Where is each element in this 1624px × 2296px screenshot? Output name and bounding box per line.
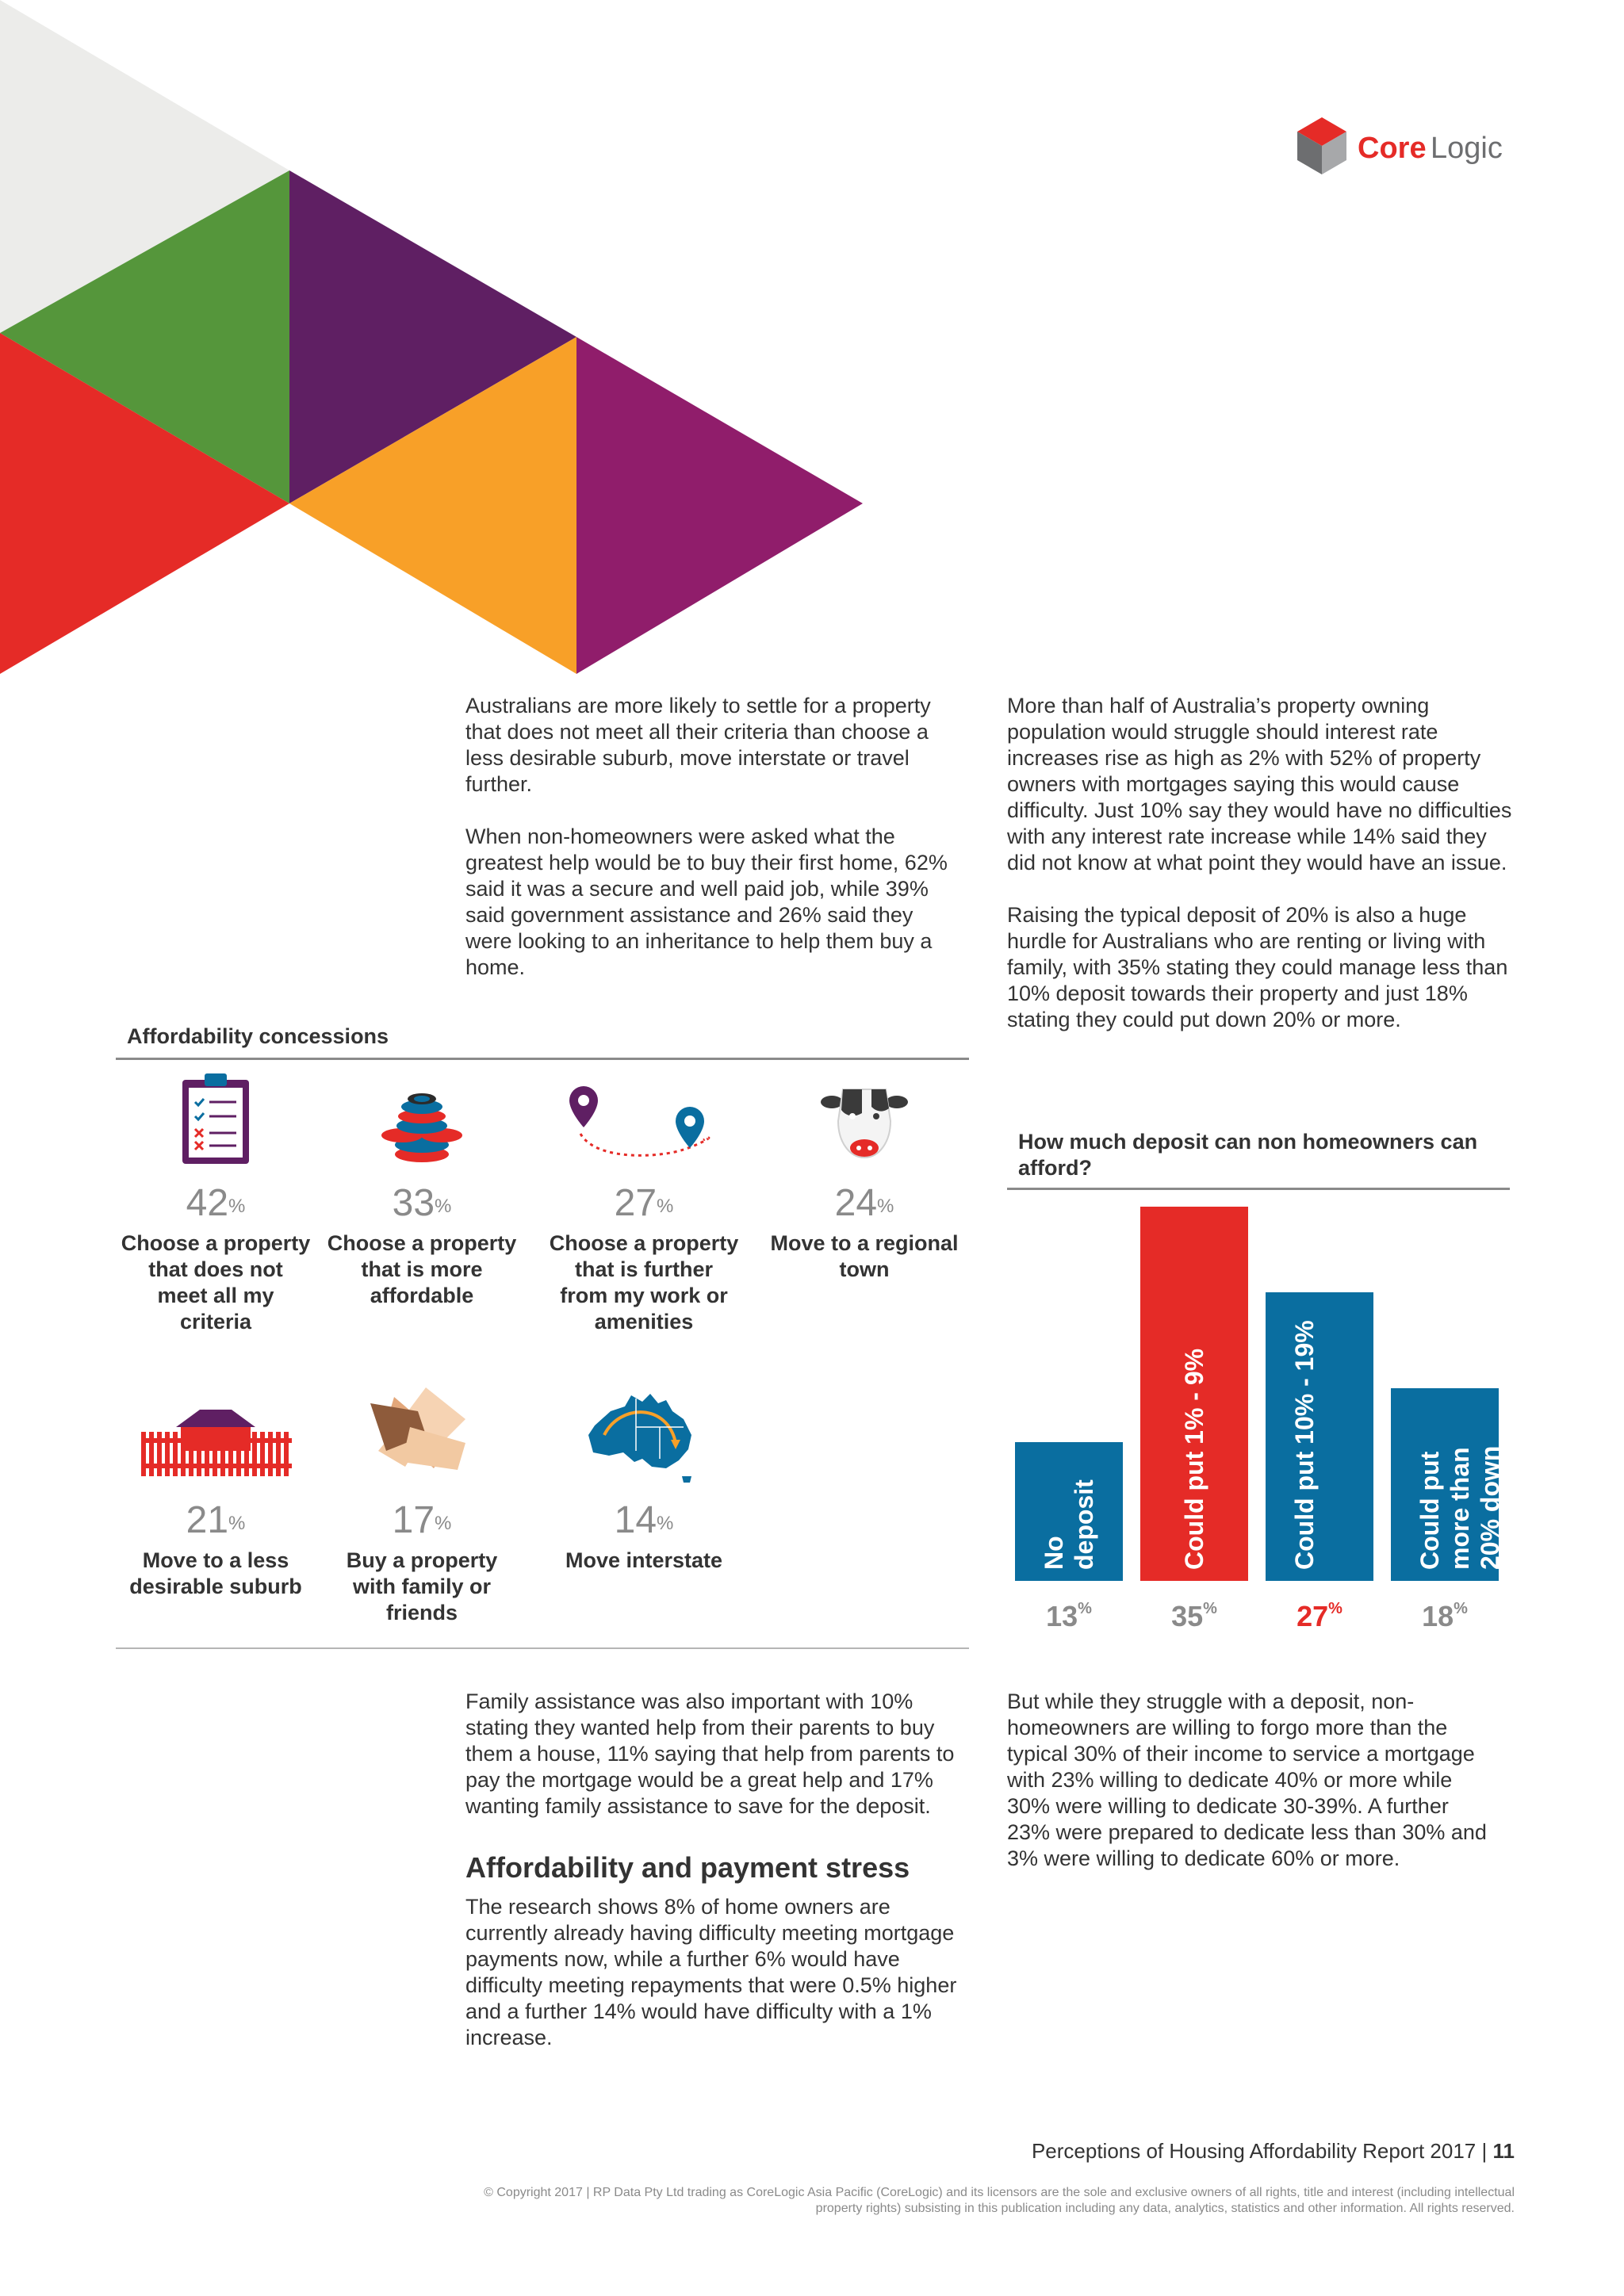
intro-text — [465, 693, 957, 981]
concessions-title: Affordability concessions — [127, 1024, 389, 1048]
concession-label: Choose a property that is further from my work or amenities — [549, 1231, 739, 1334]
concession-label: Choose a property that is more affordable — [327, 1231, 517, 1307]
joined-hands-icon — [362, 1380, 481, 1483]
chart-value-label: 27% — [1297, 1600, 1342, 1632]
concession-value: 24 — [834, 1182, 878, 1224]
right-paragraph-2: Raising the typical deposit of 20% is also a huge hurdle for Australians who are renting or living with family, with 35% stating they could manage less than 10% deposit towards their property and just 18% stating they could put down 20% or more. — [1007, 903, 1508, 1031]
right-column-text — [1007, 693, 1515, 1033]
chart-bar — [1266, 1292, 1373, 1581]
concession-item — [121, 1380, 311, 1600]
concession-item — [549, 1380, 739, 1574]
copyright-notice: © Copyright 2017 | RP Data Pty Ltd trading as CoreLogic Asia Pacific (CoreLogic) and its licensors are the sole and exclusive owners of all rights, title and interest (including intellectual property rights) subsisting in this publication including any data, analytics, statistics and other information. All rights reserved. — [484, 2186, 1515, 2215]
coin-stack-icon — [378, 1086, 465, 1165]
chart-value-label: 18% — [1422, 1600, 1468, 1632]
percent-sign: % — [435, 1196, 452, 1217]
lower-left-text — [465, 1689, 973, 2051]
concession-label: Buy a property with family or friends — [346, 1548, 498, 1624]
concession-value: 33 — [392, 1182, 435, 1224]
concession-value: 21 — [186, 1499, 229, 1541]
concession-label: Move to a regional town — [770, 1231, 959, 1281]
chart-value-label: 13% — [1046, 1600, 1092, 1632]
cow-icon — [821, 1078, 908, 1165]
concession-item — [549, 1062, 739, 1335]
percent-sign: % — [228, 1196, 246, 1217]
concession-value: 17 — [392, 1499, 435, 1541]
concessions-bottom-rule — [116, 1647, 969, 1649]
payment-stress-heading: Affordability and payment stress — [465, 1851, 910, 1884]
concession-value: 27 — [614, 1182, 657, 1224]
chart-bar-label: Could put more than 20% down — [1415, 1445, 1504, 1570]
concession-value: 14 — [614, 1499, 657, 1541]
percent-sign: % — [228, 1513, 246, 1534]
lower-right-text — [1007, 1689, 1491, 1872]
logo-text-core: Core — [1358, 132, 1427, 165]
mortgage-service-paragraph: But while they struggle with a deposit, non-homeowners are willing to forgo more than the typical 30% of their income to service a mortgage with 23% willing to dedicate 40% or more while 30% were willing to dedicate 30-39%. A further 23% were prepared to dedicate less than 30% and 3% were willing to dedicate 60% or more. — [1007, 1689, 1487, 1870]
concession-label: Move to a less desirable suburb — [129, 1548, 302, 1598]
report-title: Perceptions of Housing Affordability Report 2017 — [1031, 2139, 1477, 2163]
intro-paragraph-1: Australians are more likely to settle for a property that does not meet all their criteria than choose a less desirable suburb, move interstate or travel further. — [465, 694, 931, 796]
logo-text-logic: Logic — [1431, 132, 1503, 165]
footer-report — [872, 2139, 1515, 2164]
payment-stress-paragraph: The research shows 8% of home owners are currently already having difficulty meeting mortgage payments now, while a further 6% would have difficulty meeting repayments that were 0.5% higher and a further 14% would have difficulty with a 1% increase. — [465, 1895, 957, 2049]
logo-mark-icon — [1297, 117, 1346, 174]
concessions-top-rule — [116, 1058, 969, 1060]
family-assistance-paragraph: Family assistance was also important with 10% stating they wanted help from their parents to buy them a house, 11% saying that help from parents to pay the mortgage would be a great help and 17% wanting family assistance to save for the deposit. — [465, 1689, 955, 1818]
intro-paragraph-2: When non-homeowners were asked what the greatest help would be to buy their first home, 62% said it was a secure and well paid job, while 39% said government assistance and 26% said they were looking to an inheritance to help them buy a home. — [465, 825, 948, 979]
concession-label: Choose a property that does not meet all my criteria — [121, 1231, 311, 1334]
right-paragraph-1: More than half of Australia’s property owning population would struggle should interest rate increases rise as high as 2% with 52% of property owners with mortgages saying this would cause difficulty. Just 10% say they would have no difficulties with any interest rate increase while 14% said they did not know at what point they would have an issue. — [1007, 694, 1512, 874]
chart-value-label: 35% — [1171, 1600, 1217, 1632]
decorative-triangles — [0, 0, 872, 682]
page-number: 11 — [1492, 2139, 1515, 2163]
concession-item — [327, 1062, 517, 1309]
corelogic-logo — [1297, 117, 1511, 178]
deposit-bar-chart — [1007, 1189, 1515, 1649]
chart-title: How much deposit can non homeowners can afford? — [1018, 1130, 1478, 1180]
concession-item — [121, 1062, 311, 1335]
clipboard-checklist-icon — [178, 1070, 254, 1165]
concession-value: 42 — [186, 1182, 229, 1224]
concession-item — [327, 1380, 517, 1626]
australia-map-icon — [580, 1387, 707, 1483]
percent-sign: % — [877, 1196, 894, 1217]
house-fence-icon — [136, 1403, 295, 1483]
chart-bar-label: Could put 1% - 9% — [1180, 1348, 1208, 1570]
map-route-pins-icon — [565, 1078, 723, 1165]
footer-separator: | — [1481, 2139, 1488, 2163]
concession-item — [769, 1062, 959, 1283]
percent-sign: % — [435, 1513, 452, 1534]
chart-bar-label: Could put 10% - 19% — [1290, 1320, 1319, 1570]
percent-sign: % — [657, 1513, 674, 1534]
percent-sign: % — [657, 1196, 674, 1217]
chart-bar-label: No deposit — [1040, 1479, 1098, 1570]
concession-label: Move interstate — [565, 1548, 723, 1572]
